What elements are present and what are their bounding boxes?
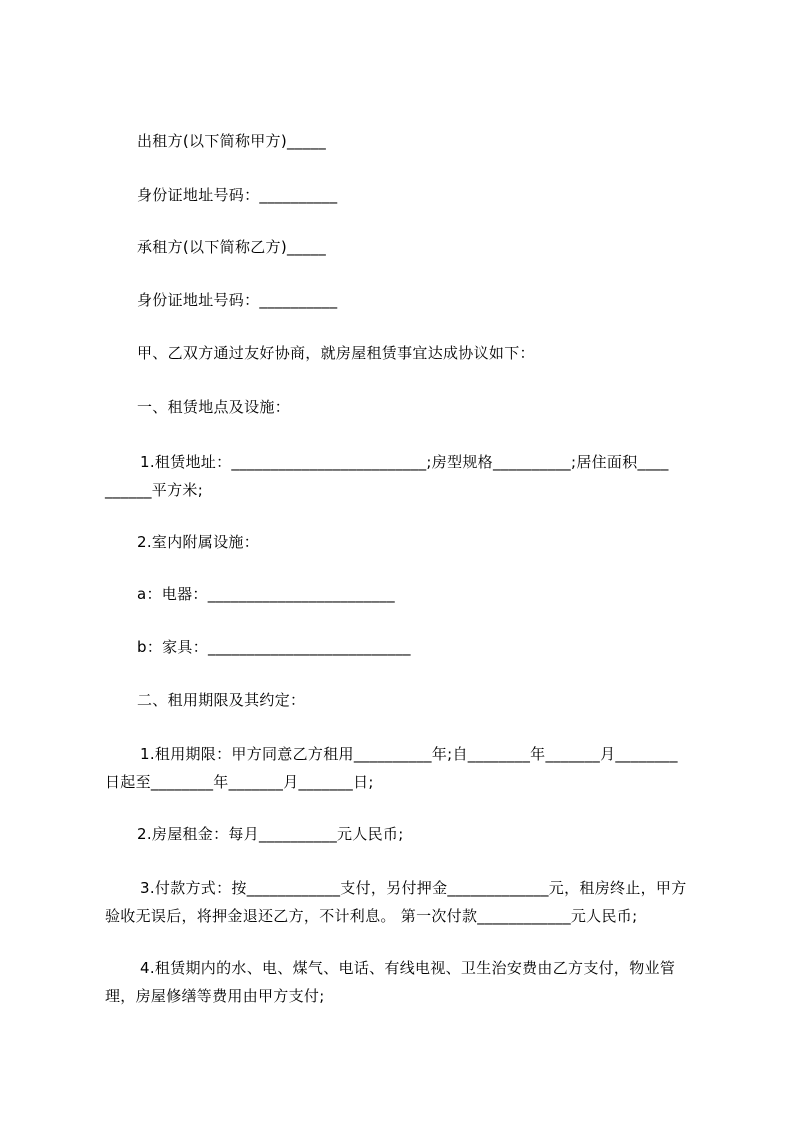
section-2-item-1-line-2: 日起至________年_______月_______日; (105, 773, 374, 791)
section-1-item-1-line-1: 1.租赁地址：_________________________;房型规格__________;居住面积____ (140, 453, 669, 471)
section-2-item-4-line-1: 4.租赁期内的水、电、煤气、电话、有线电视、卫生治安费由乙方支付，物业管 (140, 959, 676, 977)
section-2-heading: 二、租用期限及其约定： (137, 691, 306, 709)
section-1-item-2b: b：家具：__________________________ (137, 638, 411, 656)
section-2-item-1-line-1: 1.租用期限：甲方同意乙方租用__________年;自________年_______月________ (140, 745, 678, 763)
section-1-item-1-line-2: ______平方米; (105, 481, 204, 499)
section-1-heading: 一、租赁地点及设施： (137, 398, 291, 416)
lessee-line: 承租方(以下简称乙方)_____ (137, 238, 327, 256)
lessee-id-line: 身份证地址号码：__________ (137, 291, 338, 309)
section-2-item-3-line-1: 3.付款方式：按____________支付，另付押金_____________元，租房终止，甲方 (140, 879, 687, 897)
section-1-item-2: 2.室内附属设施： (137, 533, 260, 551)
lessor-id-line: 身份证地址号码：__________ (137, 186, 338, 204)
lessor-line: 出租方(以下简称甲方)_____ (137, 132, 327, 150)
section-2-item-4-line-2: 理，房屋修缮等费用由甲方支付; (105, 987, 325, 1005)
section-1-item-2a: a：电器：________________________ (137, 585, 395, 603)
section-2-item-3-line-2: 验收无误后，将押金退还乙方，不计利息。 第一次付款____________元人民币; (105, 907, 638, 925)
section-2-item-2: 2.房屋租金：每月__________元人民币; (137, 825, 404, 843)
intro-paragraph: 甲、乙双方通过友好协商，就房屋租赁事宜达成协议如下： (137, 344, 535, 362)
